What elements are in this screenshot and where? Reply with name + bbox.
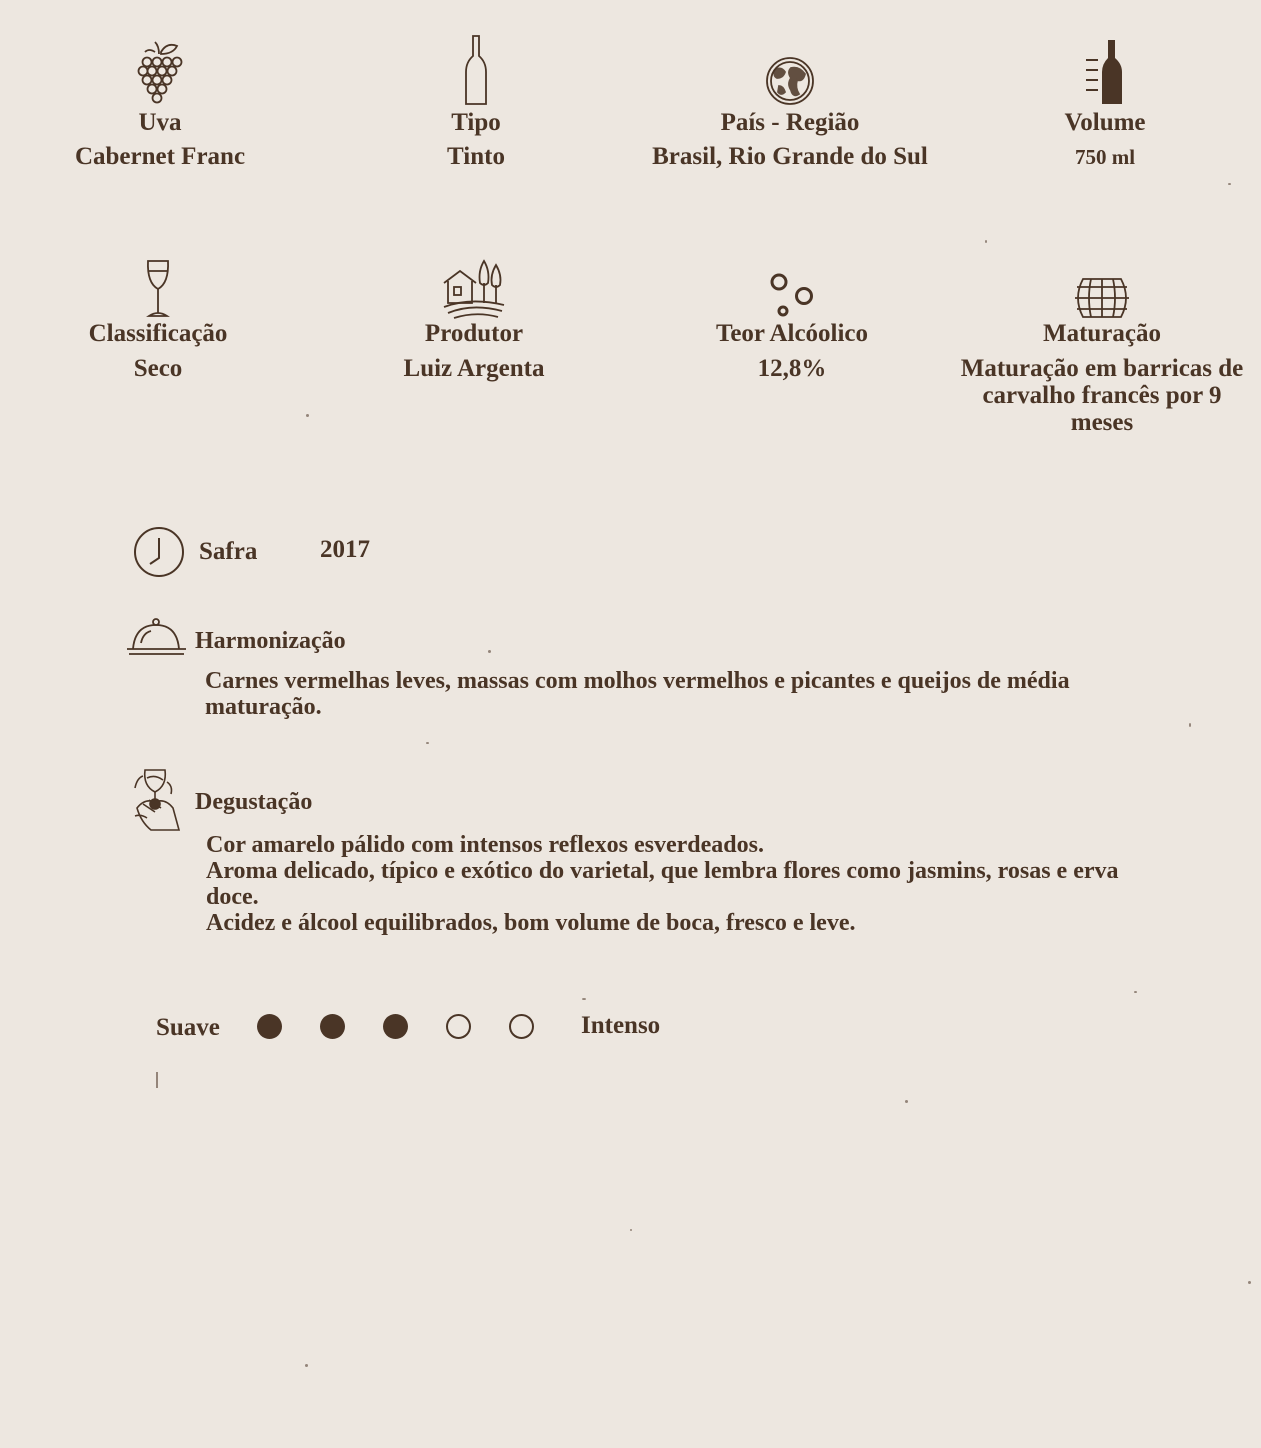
- spec-value: Cabernet Franc: [74, 143, 246, 170]
- wine-bottle-filled-icon: [955, 32, 1255, 106]
- spec-produtor: [324, 245, 624, 382]
- safra-label: Safra: [199, 538, 258, 565]
- intensity-max-label: Intenso: [581, 1012, 661, 1039]
- degustacao-line: Aroma delicado, típico e exótico do varietal, que lembra flores como jasmins, rosas e erva doce.: [206, 858, 1119, 910]
- spec-label: Volume: [1064, 109, 1146, 136]
- spec-pais-regiao: [640, 32, 940, 170]
- spec-value: Seco: [133, 355, 183, 382]
- spec-value: 750 ml: [1074, 145, 1136, 169]
- spec-value: Brasil, Rio Grande do Sul: [652, 143, 928, 170]
- spec-value: Luiz Argenta: [403, 355, 545, 382]
- safra-clock-icon: [133, 526, 185, 583]
- spec-volume: [955, 32, 1255, 170]
- vineyard-house-icon: [324, 245, 624, 319]
- harmonizacao-title: Harmonização: [195, 628, 346, 654]
- spec-value: Maturação em barricas de carvalho francês por 9 meses: [960, 355, 1244, 436]
- spec-classificacao: [8, 245, 308, 382]
- intensity-dot: [446, 1014, 471, 1039]
- cloche-icon: [127, 617, 187, 657]
- clock-icon: [133, 526, 185, 578]
- intensity-dot: [509, 1014, 534, 1039]
- harmonizacao-cloche-icon: [127, 617, 187, 662]
- degustacao-line: Cor amarelo pálido com intensos reflexos esverdeados.: [206, 832, 764, 858]
- wine-bottle-outline-icon: [326, 32, 626, 106]
- spec-uva: [10, 32, 310, 170]
- spec-label: País - Região: [720, 109, 860, 136]
- spec-label: Classificação: [88, 320, 228, 347]
- spec-label: Produtor: [424, 320, 524, 347]
- tasting-hand-glass-icon: [133, 768, 183, 834]
- spec-maturacao: [952, 245, 1252, 436]
- degustacao-text: [206, 832, 1146, 936]
- spec-label: Tipo: [451, 109, 501, 136]
- spec-label: Teor Alcóolico: [715, 320, 869, 347]
- degustacao-icon-wrap: [133, 768, 183, 839]
- spec-value: Tinto: [447, 143, 505, 170]
- degustacao-line: Acidez e álcool equilibrados, bom volume de boca, fresco e leve.: [206, 910, 856, 936]
- wine-glass-icon: [8, 245, 308, 319]
- barrel-icon: [952, 245, 1252, 319]
- globe-icon: [640, 32, 940, 106]
- spec-label: Uva: [138, 109, 182, 136]
- spec-tipo: [326, 32, 626, 170]
- spec-label: Maturação: [1042, 320, 1162, 347]
- spec-value: 12,8%: [757, 355, 827, 382]
- safra-value: 2017: [320, 536, 370, 563]
- bubbles-icon: [642, 245, 942, 319]
- intensity-dot: [257, 1014, 282, 1039]
- spec-teor-alcoolico: [642, 245, 942, 382]
- harmonizacao-text: Carnes vermelhas leves, massas com molhos vermelhos e picantes e queijos de média maturação.: [205, 668, 1070, 720]
- grape-icon: [10, 32, 310, 106]
- intensity-min-label: Suave: [156, 1014, 220, 1041]
- degustacao-title: Degustação: [195, 789, 313, 815]
- intensity-dot: [320, 1014, 345, 1039]
- intensity-dot: [383, 1014, 408, 1039]
